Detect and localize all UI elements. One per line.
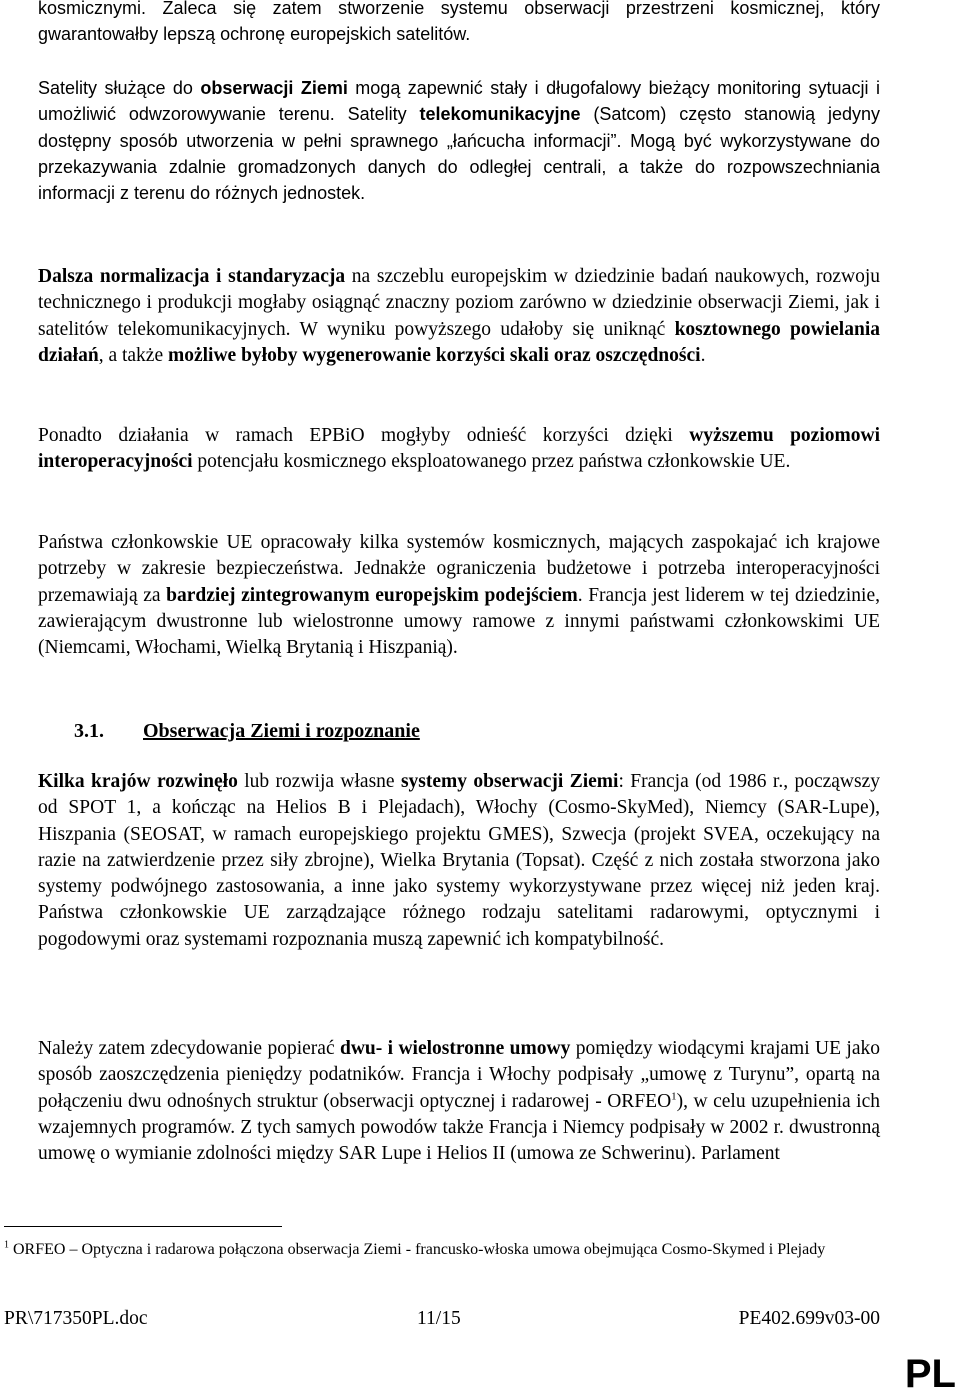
paragraph-text: Ponadto działania w ramach EPBiO mogłyby odnieść korzyści dzięki bbox=[38, 425, 690, 446]
bold-text: obserwacji Ziemi bbox=[200, 78, 348, 98]
paragraph-text: lub rozwija własne bbox=[237, 771, 401, 792]
bold-text: Dalsza normalizacja i standaryzacja bbox=[38, 266, 346, 287]
paragraph-satellite-surveillance-end bbox=[38, 0, 880, 48]
bold-text: telekomunikacyjne bbox=[419, 104, 581, 125]
paragraph-text: potencjału kosmicznego eksploatowanego przez państwa członkowskie UE. bbox=[192, 451, 791, 473]
paragraph-text: na szczeblu europejskim w dziedzinie badań naukowych, rozwoju technicznego i produkcji mogłaby osiągnąć znaczny poziom zarówno w dziedzinie obserwacji Ziemi, jak i satelitów telekomunikacyjnych. W wyniku powyższego udałoby się uniknąć bbox=[38, 266, 881, 340]
bold-text: systemy obserwacji Ziemi bbox=[400, 771, 619, 792]
paragraph-text: . bbox=[700, 344, 706, 366]
bold-text: Kilka krajów rozwinęło bbox=[38, 771, 238, 792]
paragraph-text: . Francja jest liderem w tej dziedzinie, zawierającym dwustronne lub wielostronne umowy ramowe z innymi państwami członkowskimi UE (Niemcami, Włochami, Wielką Brytanią i Hiszpanią). bbox=[38, 584, 880, 659]
footnote-marker: 1 bbox=[4, 1239, 9, 1251]
paragraph-text: : Francja (od 1986 r., począwszy od SPOT 1, a kończąc na Helios B i Plejadach), Włochy (Cosmo-SkyMed), Niemcy (SAR-Lupe), Hiszpania (SEOSAT, w ramach europejskiego projektu GMES), Szwecja (projekt SVEA, oczekujący na razie na zatwierdzenie przez siły zbrojne), Wielka Brytania (Topsat). Część z nich została stworzona jako systemy podwójnego zastosowania, a inne jako systemy wykorzystywane przez więcej niż jeden kraj. Państwa członkowskie UE zarządzające różnego rodzaju satelitami radarowymi, optycznymi i pogodowymi oraz systemami rozpoznania muszą zapewnić ich kompatybilność. bbox=[38, 771, 881, 950]
paragraph-text: mogą zapewnić stały i długofalowy bieżący monitoring sytuacji i umożliwić odwzorowywanie terenu. Satelity bbox=[38, 78, 880, 125]
paragraph-standardization bbox=[38, 264, 880, 369]
footnote-reference[interactable]: 1 bbox=[671, 1090, 677, 1103]
language-code: PL bbox=[904, 1352, 956, 1396]
footer-reference: PE402.699v03-00 bbox=[738, 1308, 880, 1329]
paragraph-satellite-types bbox=[38, 75, 880, 206]
paragraph-interoperability bbox=[38, 423, 880, 476]
paragraph-text: Należy zatem zdecydowanie popierać bbox=[38, 1038, 340, 1059]
paragraph-member-states bbox=[38, 530, 880, 661]
paragraph-text: (Satcom) często stanowią jedyny dostępny sposób utworzenia w pełni sprawnego „łańcucha informacji”. Mogą być wykorzystywane do przekazywania zdalnie gromadzonych danych do odległej centrali, a także do rozpowszechniania informacji z terenu do różnych jednostek. bbox=[38, 104, 880, 204]
bold-text: wyższemu poziomowi interoperacyjności bbox=[38, 425, 881, 473]
footer-page-number: 11/15 bbox=[417, 1308, 461, 1329]
paragraph-text: , a także bbox=[98, 344, 168, 366]
footnote bbox=[4, 1238, 882, 1261]
section-number: 3.1. bbox=[74, 720, 104, 742]
paragraph-agreements bbox=[38, 1036, 880, 1167]
footnote-separator bbox=[4, 1226, 282, 1227]
paragraph-text: kosmicznymi. Zaleca się zatem stworzenie systemu obserwacji przestrzeni kosmicznej, który gwarantowałby lepszą ochronę europejskich satelitów. bbox=[38, 0, 880, 45]
bold-text: możliwe byłoby wygenerowanie korzyści skali oraz oszczędności bbox=[167, 344, 701, 366]
footnote-text: ORFEO – Optyczna i radarowa połączona obserwacja Ziemi - francusko-włoska umowa obejmująca Cosmo-Skymed i Plejady bbox=[9, 1241, 826, 1258]
page-footer bbox=[4, 1307, 880, 1331]
paragraph-earth-observation-systems bbox=[38, 769, 880, 953]
paragraph-text: Satelity służące do bbox=[38, 78, 201, 98]
footer-document-name: PR\717350PL.doc bbox=[4, 1308, 148, 1329]
paragraph-text: pomiędzy wiodącymi krajami UE jako sposób zaoszczędzenia pieniędzy podatników. Francja i Włochy podpisały „umowę z Turynu”, opartą na połączeniu dwu odnośnych struktur (obserwacji optycznej i radarowej - ORFEO bbox=[38, 1038, 880, 1112]
paragraph-text: ), w celu uzupełnienia ich wzajemnych programów. Z tych samych powodów także Francja i Niemcy podpisały w 2002 r. dwustronną umowę o wymianie zdolności między SAR Lupe i Helios II (umowa ze Schwerinu). Parlament bbox=[38, 1090, 881, 1165]
bold-text: dwu- i wielostronne umowy bbox=[340, 1038, 571, 1059]
bold-text: bardziej zintegrowanym europejskim podejściem bbox=[166, 584, 578, 606]
bold-text: kosztownego powielania działań bbox=[38, 318, 880, 366]
paragraph-text: Państwa członkowskie UE opracowały kilka systemów kosmicznych, mających zaspokajać ich krajowe potrzeby w zakresie bezpieczeństwa. Jednakże ograniczenia budżetowe i potrzeba interoperacyjności przemawiają za bbox=[38, 532, 880, 606]
section-title: Obserwacja Ziemi i rozpoznanie bbox=[143, 720, 420, 742]
